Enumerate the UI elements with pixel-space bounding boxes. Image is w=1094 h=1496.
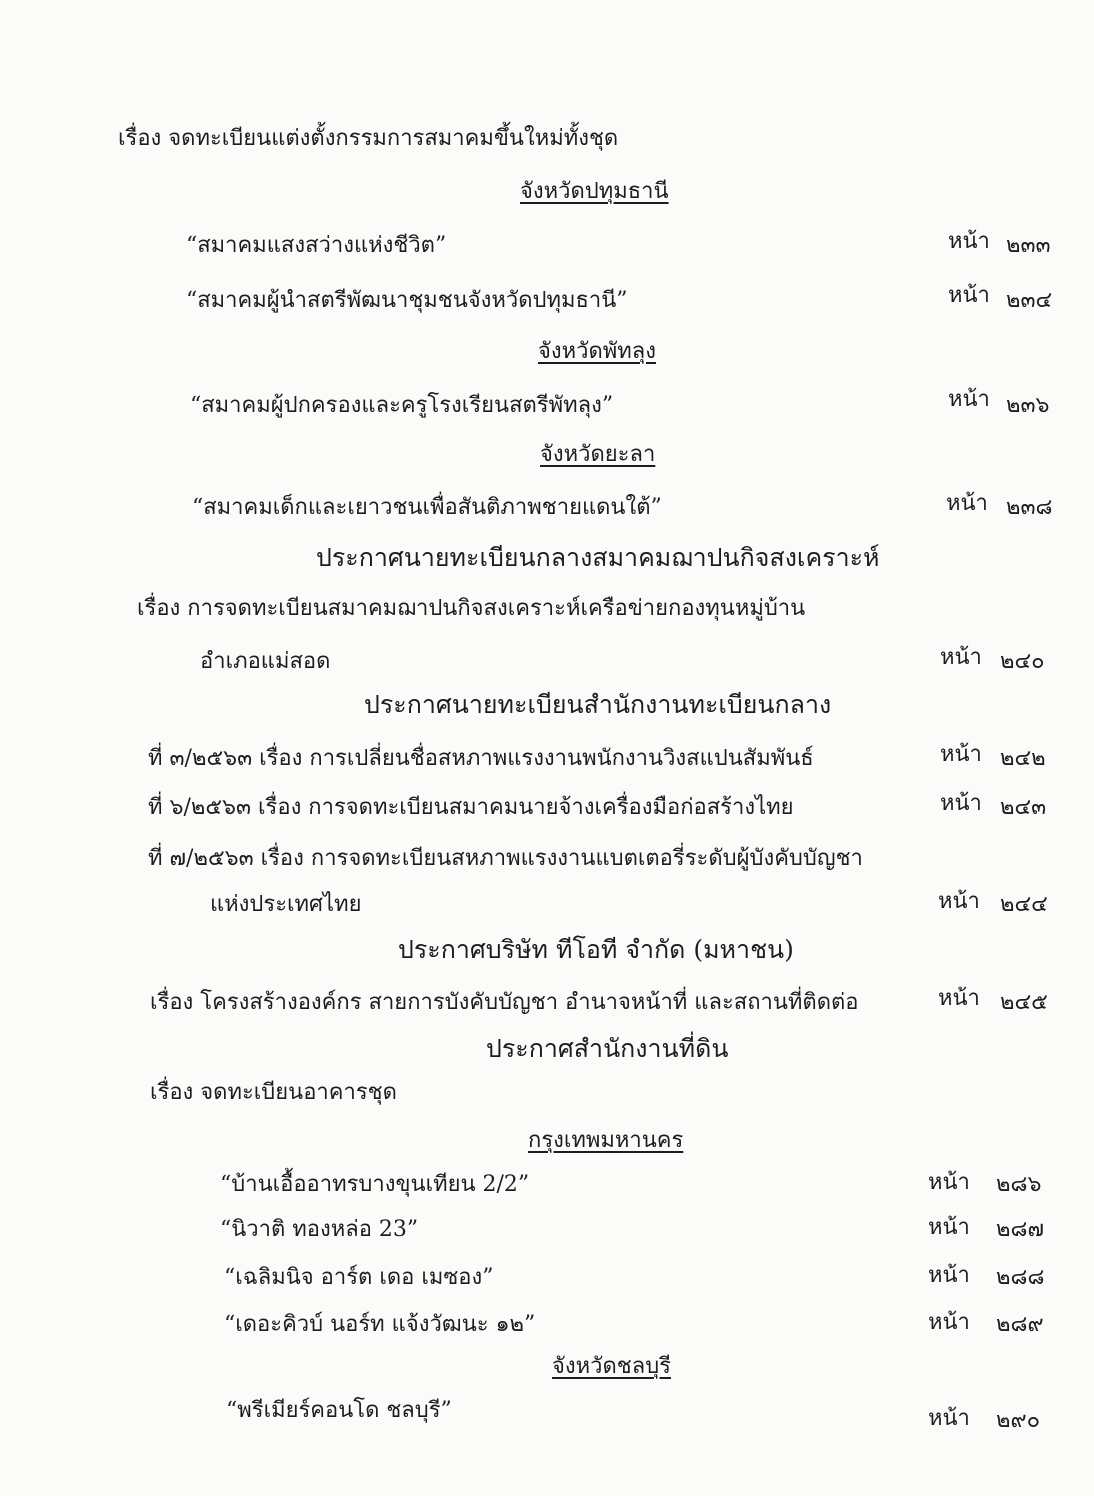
- entry-title: “สมาคมผู้นำสตรีพัฒนาชุมชนจังหวัดปทุมธานี”: [186, 288, 628, 313]
- page-number: ๒๘๘: [996, 1265, 1045, 1290]
- page-label: หน้า: [928, 1406, 970, 1431]
- page-label: หน้า: [948, 229, 990, 254]
- province-heading-phatthalung: จังหวัดพัทลุง: [538, 339, 657, 364]
- entry-title: “เดอะคิวบ์ นอร์ท แจ้งวัฒนะ ๑๒”: [224, 1312, 536, 1337]
- page-number: ๒๔๕: [1000, 990, 1048, 1015]
- page-label: หน้า: [940, 645, 982, 670]
- page-number: ๒๓๓: [1006, 233, 1051, 258]
- page-number: ๒๓๘: [1006, 495, 1053, 520]
- subject-line: เรื่อง จดทะเบียนแต่งตั้งกรรมการสมาคมขึ้นใหม่ทั้งชุด: [118, 126, 619, 151]
- page-label: หน้า: [938, 889, 980, 914]
- page-label: หน้า: [928, 1310, 970, 1335]
- page-label: หน้า: [948, 387, 990, 412]
- page-number: ๒๔๔: [1000, 892, 1048, 917]
- subject-line: เรื่อง จดทะเบียนอาคารชุด: [150, 1080, 397, 1105]
- section-heading: ประกาศบริษัท ทีโอที จำกัด (มหาชน): [398, 935, 794, 964]
- entry-title: “สมาคมแสงสว่างแห่งชีวิต”: [186, 233, 447, 258]
- page-label: หน้า: [938, 986, 980, 1011]
- page-label: หน้า: [928, 1263, 970, 1288]
- entry-title: “เฉลิมนิจ อาร์ต เดอ เมซอง”: [224, 1265, 494, 1290]
- page-number: ๒๓๔: [1006, 288, 1053, 313]
- page-number: ๒๓๖: [1006, 393, 1050, 418]
- page-number: ๒๘๗: [996, 1217, 1045, 1242]
- province-heading-chonburi: จังหวัดชลบุรี: [552, 1354, 671, 1379]
- section-heading: ประกาศนายทะเบียนกลางสมาคมฌาปนกิจสงเคราะห์: [316, 543, 880, 572]
- page-label: หน้า: [928, 1170, 970, 1195]
- section-heading: ประกาศนายทะเบียนสำนักงานทะเบียนกลาง: [364, 690, 832, 719]
- province-heading-yala: จังหวัดยะลา: [540, 442, 656, 467]
- section-heading: ประกาศสำนักงานที่ดิน: [486, 1034, 729, 1063]
- entry-title: “พรีเมียร์คอนโด ชลบุรี”: [226, 1398, 452, 1423]
- notice-line: ที่ ๓/๒๕๖๓ เรื่อง การเปลี่ยนชื่อสหภาพแรงงานพนักงานวิงสแปนสัมพันธ์: [148, 746, 814, 771]
- province-heading-bangkok: กรุงเทพมหานคร: [528, 1128, 684, 1153]
- subject-line: เรื่อง โครงสร้างองค์กร สายการบังคับบัญชา อำนาจหน้าที่ และสถานที่ติดต่อ: [150, 990, 859, 1015]
- page-number: ๒๘๙: [996, 1312, 1044, 1337]
- notice-line: ที่ ๗/๒๕๖๓ เรื่อง การจดทะเบียนสหภาพแรงงานแบตเตอรี่ระดับผู้บังคับบัญชา: [148, 846, 863, 871]
- page-label: หน้า: [948, 283, 990, 308]
- page-number: ๒๔๓: [1000, 795, 1047, 820]
- page-label: หน้า: [928, 1215, 970, 1240]
- province-heading-pathumthani: จังหวัดปทุมธานี: [520, 179, 669, 204]
- subject-line: เรื่อง การจดทะเบียนสมาคมฌาปนกิจสงเคราะห์เครือข่ายกองทุนหมู่บ้าน: [137, 596, 806, 621]
- page-number: ๒๔๒: [1000, 746, 1046, 771]
- subject-line-continued: อำเภอแม่สอด: [200, 649, 331, 674]
- page-number: ๒๘๖: [996, 1172, 1042, 1197]
- notice-line-continued: แห่งประเทศไทย: [210, 892, 362, 917]
- page-label: หน้า: [940, 742, 982, 767]
- page-label: หน้า: [946, 491, 988, 516]
- page-label: หน้า: [940, 791, 982, 816]
- entry-title: “บ้านเอื้ออาทรบางขุนเทียน 2/2”: [220, 1172, 530, 1197]
- page-number: ๒๙๐: [996, 1408, 1041, 1433]
- page-number: ๒๔๐: [1000, 649, 1045, 674]
- entry-title: “สมาคมเด็กและเยาวชนเพื่อสันติภาพชายแดนใต้”: [192, 495, 662, 520]
- notice-line: ที่ ๖/๒๕๖๓ เรื่อง การจดทะเบียนสมาคมนายจ้างเครื่องมือก่อสร้างไทย: [148, 795, 794, 820]
- entry-title: “สมาคมผู้ปกครองและครูโรงเรียนสตรีพัทลุง”: [190, 393, 614, 418]
- entry-title: “นิวาติ ทองหล่อ 23”: [220, 1217, 419, 1242]
